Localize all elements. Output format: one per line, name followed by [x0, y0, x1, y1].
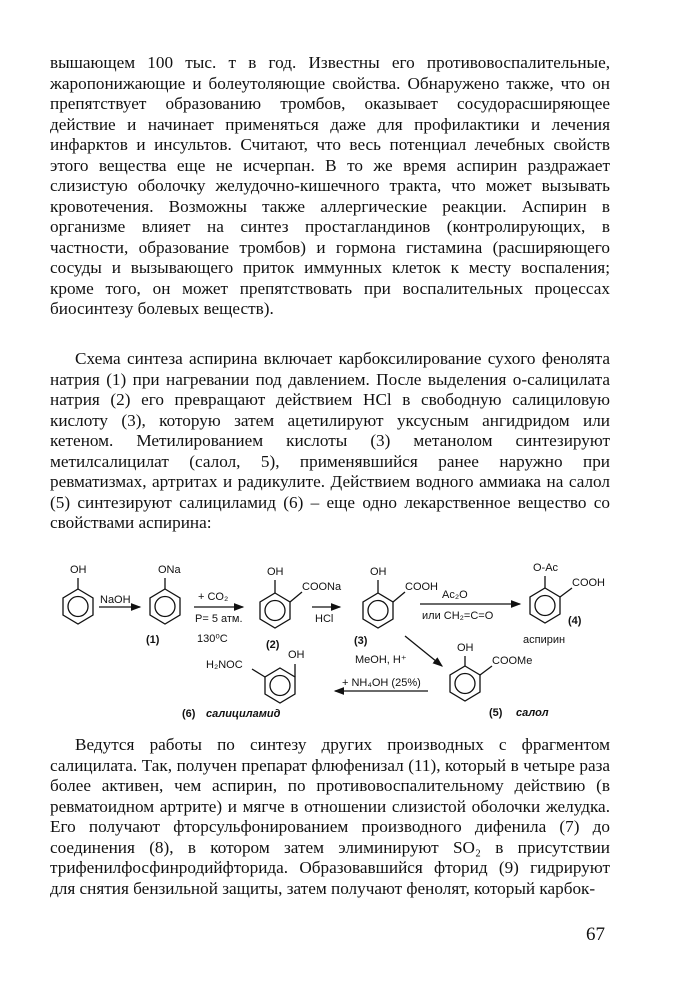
- page-number: 67: [586, 924, 605, 945]
- compound-3-cooh-label: COOH: [405, 581, 438, 593]
- salol-oh-label: OH: [457, 642, 474, 654]
- paragraph-2-text: Схема синтеза аспирина включает карбоксилирование сухого фенолята натрия (1) при нагревании под давлением. После выделения о-салицилата натрия (2) его превращают действием HCl в свободную салициловую кислоту (3), которую затем ацетилируют уксусным ангидридом или кетеном. Метилированием кислоты (3) метанолом синтезируют метилсалицилат (салол, 5), применявшийся ранее наружно при ревматизмах, артритах и радикулите. Действием водного аммиака на салол (5) синтезируют салициламид (6) – еще одно лекарственное вещество со свойствами аспирина:: [50, 349, 610, 532]
- ona-label: ONa: [158, 564, 181, 576]
- aspirin-structure: [523, 562, 605, 646]
- coome-label: COOMe: [492, 655, 533, 667]
- pressure-label: P= 5 атм.: [195, 613, 243, 625]
- phenol-structure: [63, 564, 93, 624]
- coona-label: COONa: [302, 581, 342, 593]
- phenol-oh-label: OH: [70, 564, 87, 576]
- salicylamide-name-label: салициламид: [206, 708, 281, 720]
- paragraph-1: [50, 53, 610, 320]
- nh4oh-label: + NH₄OH (25%): [342, 677, 421, 689]
- compound-3-label: (3): [354, 635, 368, 647]
- compound-3-oh-label: OH: [370, 566, 387, 578]
- h2noc-label: H₂NOC: [206, 659, 243, 671]
- arrow-methylation: [405, 636, 442, 666]
- compound-5-label: (5): [489, 707, 503, 719]
- salol-structure: [450, 642, 549, 719]
- co2-label: + CO₂: [198, 591, 229, 603]
- naoh-label: NaOH: [100, 594, 131, 606]
- meoh-label: MeOH, H⁺: [355, 654, 407, 666]
- paragraph-3: [50, 735, 610, 899]
- salicylic-acid-structure: [354, 566, 438, 647]
- temperature-label: 130⁰C: [197, 633, 228, 645]
- sodium-salicylate-structure: [260, 566, 342, 651]
- salol-name-label: салол: [516, 707, 549, 719]
- aspirin-synthesis-scheme: [50, 548, 625, 723]
- compound-6-label: (6): [182, 708, 196, 720]
- compound-2-label: (2): [266, 639, 280, 651]
- hcl-label: HCl: [315, 613, 334, 625]
- compound-4-label: (4): [568, 615, 582, 627]
- salicylamide-structure: [182, 649, 305, 720]
- compound-2-oh-label: OH: [267, 566, 284, 578]
- ketene-label: или CH₂=C=O: [422, 610, 494, 622]
- paragraph-3-text: Ведутся работы по синтезу других производных с фрагментом салицилата. Так, получен препарат флюфенизал (11), который в четыре раза более активен, чем аспирин, по противовоспалительному действию (в ревматоидном артрите) и мягче в отношении слизистой оболочки желудка. Его получают фторсульфонированием производного дифенила (7) до соединения (8), в котором затем элиминируют SO₂ в присутствии трифенилфосфинродийфторида. Образовавшийся фторид (9) гидрируют для снятия бензильной защиты, затем получают фенолят, который карбок-: [50, 735, 610, 898]
- paragraph-1-text: вышающем 100 тыс. т в год. Известны его противовоспалительные, жаропонижающие и болеутоляющие свойства. Обнаружено также, что он препятствует образованию тромбов, оказывает сосудорасширяющее действие и начинает применяться даже для профилактики и лечения инфарктов и инсультов. Считают, что весь потенциал лечебных свойств этого вещества еще не исчерпан. В то же время аспирин раздражает слизистую оболочку желудочно-кишечного тракта, что может вызывать кровотечения. Возможны также аллергические реакции. Аспирин в организме влияет на синтез простагландинов (контролирующих, в частности, образование тромбов) и гормона гистамина (расширяющего сосуды и вызывающего приток иммунных клеток к месту воспаления; кроме того, он может препятствовать при воспалительных процессах биосинтезу болевых веществ).: [50, 53, 610, 318]
- paragraph-2: [50, 349, 610, 534]
- aspirin-cooh-label: COOH: [572, 577, 605, 589]
- ac2o-label: Ac₂O: [442, 589, 468, 601]
- compound-1-label: (1): [146, 634, 160, 646]
- aspirin-name-label: аспирин: [523, 634, 566, 646]
- salicylamide-oh-label: OH: [288, 649, 305, 661]
- sodium-phenolate-structure: [146, 564, 182, 646]
- oac-label: O-Ac: [533, 562, 559, 574]
